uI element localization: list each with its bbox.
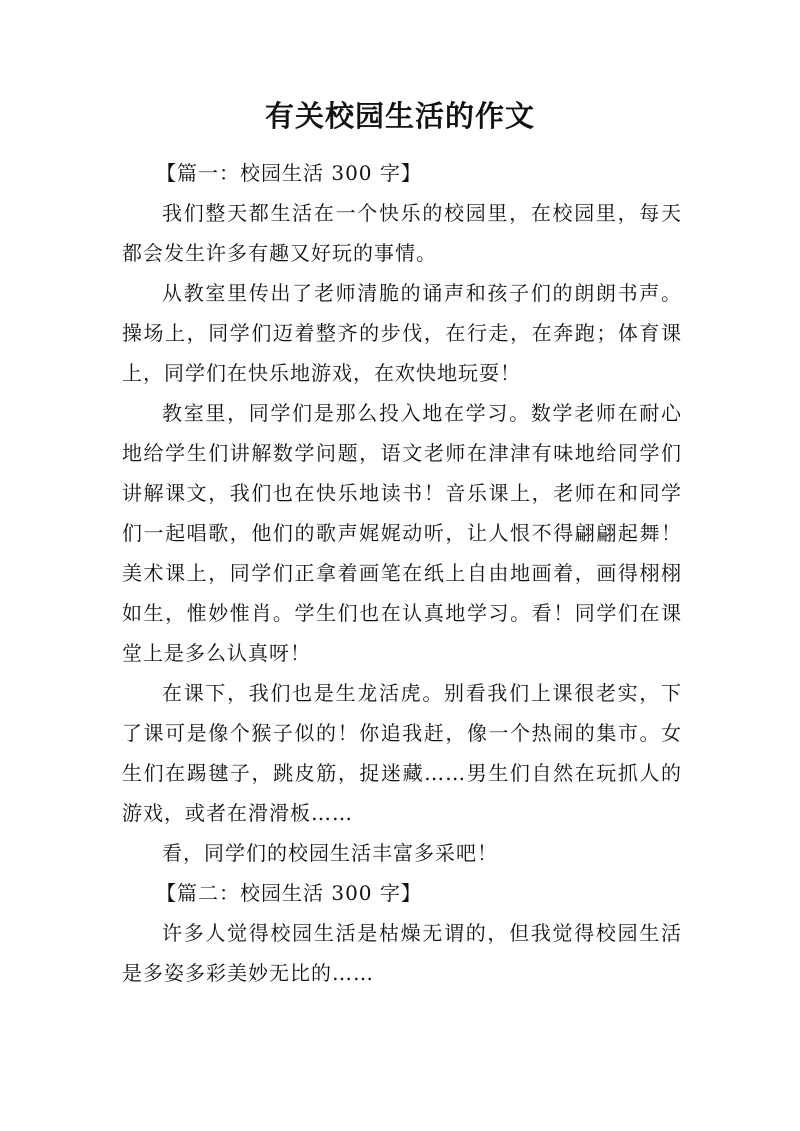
section-heading: 【篇一：校园生活 300 字】 — [156, 161, 422, 185]
document-title: 有关校园生活的作文 — [264, 99, 535, 133]
paragraph: 教室里，同学们是那么投入地在学习。数学老师在耐心地给学生们讲解数学问题，语文老师在津津有味地给同学们讲解课文，我们也在快乐地读书！音乐课上，老师在和同学们一起唱歌，他们的歌声娓娓动听，让人恨不得翩翩起舞！美术课上，同学们正拿着画笔在纸上自由地画着，画得栩栩如生，惟妙惟肖。学生们也在认真地学习。看！同学们在课堂上是多么认真呀！ — [122, 401, 682, 665]
paragraph: 从教室里传出了老师清脆的诵声和孩子们的朗朗书声。操场上，同学们迈着整齐的步伐，在行走，在奔跑；体育课上，同学们在快乐地游戏，在欢快地玩耍！ — [122, 281, 682, 385]
section-heading: 【篇二：校园生活 300 字】 — [156, 881, 422, 905]
paragraph: 我们整天都生活在一个快乐的校园里，在校园里，每天都会发生许多有趣又好玩的事情。 — [122, 201, 682, 265]
paragraph: 许多人觉得校园生活是枯燥无谓的，但我觉得校园生活是多姿多彩美妙无比的…… — [122, 921, 682, 985]
document-body — [122, 153, 682, 993]
paragraph: 看，同学们的校园生活丰富多采吧！ — [162, 841, 498, 865]
paragraph: 在课下，我们也是生龙活虎。别看我们上课很老实，下了课可是像个猴子似的！你追我赶，像一个热闹的集市。女生们在踢毽子，跳皮筋，捉迷藏……男生们自然在玩抓人的游戏，或者在滑滑板…… — [122, 681, 682, 825]
